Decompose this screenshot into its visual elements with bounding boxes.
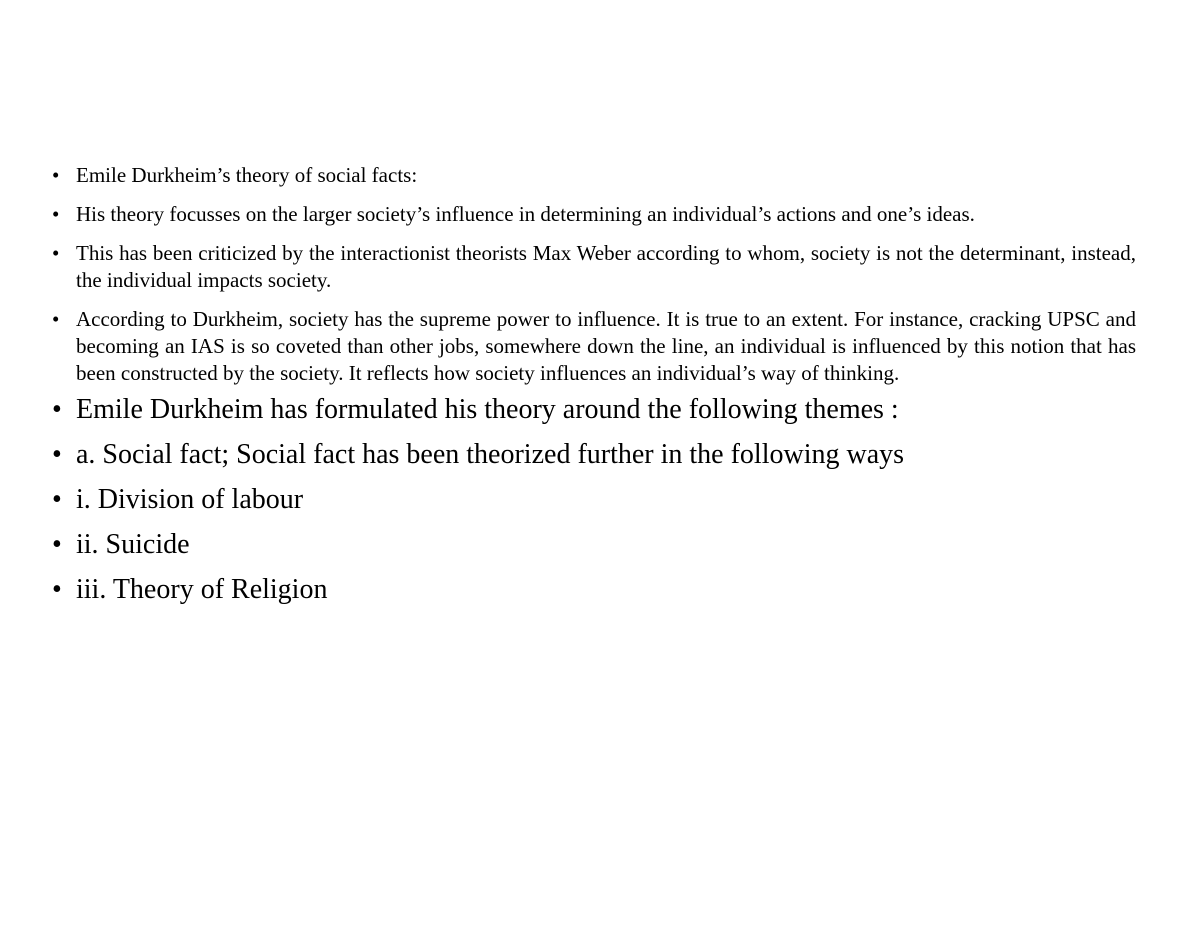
bullet-icon: • — [52, 394, 62, 425]
list-item — [52, 573, 1136, 607]
list-item-text: Emile Durkheim has formulated his theory around the following themes : — [76, 394, 899, 425]
bullet-icon: • — [52, 241, 60, 265]
list-item — [52, 528, 1136, 562]
list-item-text: i. Division of labour — [76, 484, 304, 515]
list-item-text: a. Social fact; Social fact has been theorized further in the following ways — [76, 439, 905, 470]
list-item — [52, 201, 1136, 228]
list-item-text: iii. Theory of Religion — [76, 574, 328, 605]
list-item-text: This has been criticized by the interactionist theorists Max Weber according to whom, society is not the determinant, instead, the individual impacts society. — [76, 241, 1136, 292]
list-item-text: Emile Durkheim’s theory of social facts: — [76, 163, 418, 187]
list-item-text: His theory focusses on the larger society’s influence in determining an individual’s actions and one’s ideas. — [76, 202, 975, 226]
list-item — [52, 240, 1136, 294]
bullet-list — [52, 162, 1136, 618]
bullet-icon: • — [52, 574, 62, 605]
bullet-icon: • — [52, 439, 62, 470]
bullet-icon: • — [52, 202, 60, 226]
list-item-text: ii. Suicide — [76, 529, 190, 560]
bullet-icon: • — [52, 307, 60, 331]
bullet-icon: • — [52, 163, 60, 187]
bullet-icon: • — [52, 529, 62, 560]
list-item — [52, 393, 1136, 427]
list-item-text: According to Durkheim, society has the supreme power to influence. It is true to an extent. For instance, cracking UPSC and becoming an IAS is so coveted than other jobs, somewhere down the line, an individual is influenced by this notion that has been constructed by the society. It reflects how society influences an individual’s way of thinking. — [76, 307, 1136, 385]
list-item — [52, 483, 1136, 517]
list-item — [52, 306, 1136, 387]
bullet-icon: • — [52, 484, 62, 515]
list-item — [52, 438, 1136, 472]
list-item — [52, 162, 1136, 189]
